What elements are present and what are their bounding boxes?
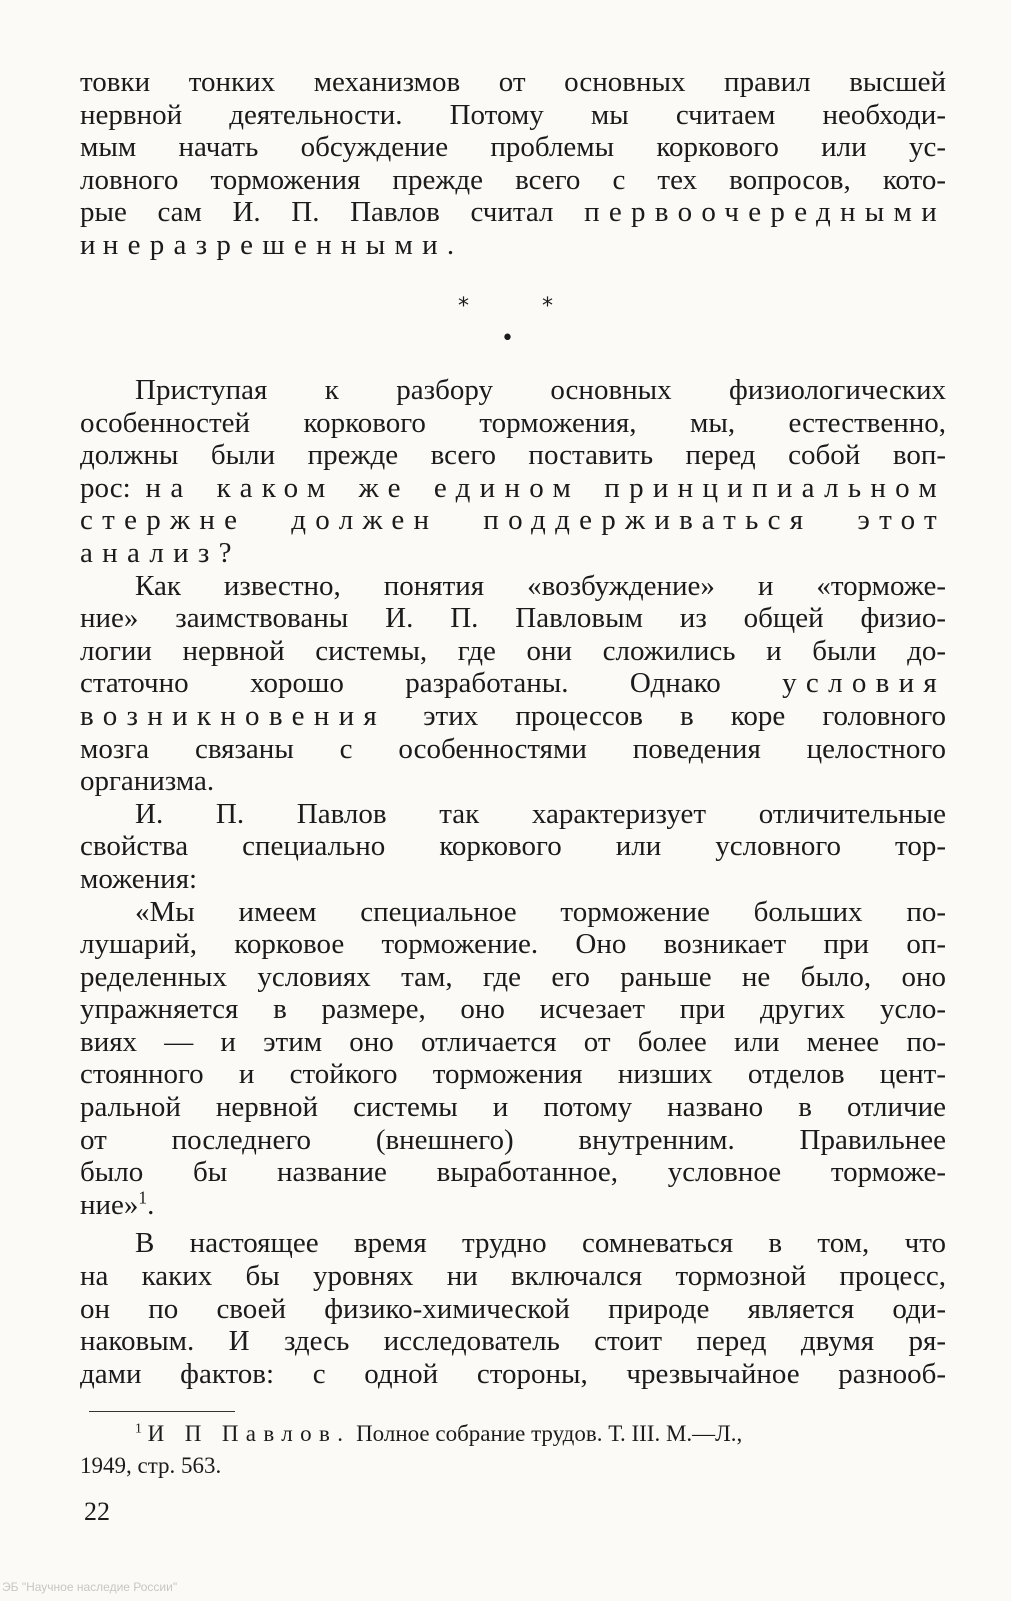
text-line: можения: [80,862,198,895]
emphasis-text: стержне должен поддерживаться этот [80,504,946,537]
footnote-author: И П Павлов. [147,1421,351,1446]
text-line: он по своей физико-химической природе является оди- [80,1292,946,1325]
text-line: виях — и этим оно отличается от более или менее по- [80,1025,946,1058]
emphasis-text: неразрешенными. [102,228,464,261]
text-line: особенностей коркового торможения, мы, естественно, [80,406,946,439]
text-line: рые сам И. П. Павлов считал первоочередными [80,196,946,229]
text-line: дами фактов: с одной стороны, чрезвычайное разнооб- [80,1357,946,1390]
text-line: рос: на каком же едином принципиальном [80,471,946,504]
emphasis-text: анализ? [80,536,241,569]
text-line: И. П. Павлов так характеризует отличительные [135,797,946,830]
text-line: свойства специально коркового или условного тор- [80,830,946,863]
asterisk: * [458,294,469,319]
text-line: и неразрешенными. [80,228,464,261]
emphasis-text: первоочередными [584,196,946,229]
footnote-divider [89,1411,235,1412]
text-line: организма. [80,765,215,798]
footnote-line: $^1$ И П Павлов. Полное собрание трудов. Т. III. М.—Л., [135,1420,743,1446]
opening-paragraph [80,66,946,262]
bullet: • [501,326,514,351]
footnote-line: 1949, стр. 563. [80,1453,222,1478]
text-line: ральной нервной системы и потому названо в отличие [80,1091,946,1124]
text-line: ние»$^1$. [80,1187,155,1221]
text-line: В настоящее время трудно сомневаться в том, что [135,1227,946,1260]
text-line: статочно хорошо разработаны. Однако условия [80,667,946,700]
text-line: ловного торможения прежде всего с тех вопросов, кото- [80,163,946,196]
page-text [80,66,946,1478]
footnote-marker: 1 [135,1420,142,1436]
emphasis-text: на каком же едином принципиальном [145,471,946,504]
asterisk: * [542,294,553,319]
text-line: наковым. И здесь исследователь стоит перед двумя ря- [80,1325,946,1358]
footnote [80,1418,946,1482]
text-line: на каких бы уровнях ни включался тормозной процесс, [80,1260,946,1293]
text-line: ределенных условиях там, где его раньше не было, оно [80,960,946,993]
text-line: было бы название выработанное, условное торможе- [80,1156,946,1189]
text-line: должны были прежде всего поставить перед собой воп- [80,439,946,472]
footnote-reference: 1 [138,1187,148,1208]
text-line: Приступая к разбору основных физиологических [135,374,946,406]
text-line: Как известно, понятия «возбуждение» и «торможе- [135,569,946,602]
page-number: 22 [84,1497,110,1526]
text-line: нервной деятельности. Потому мы считаем необходи- [80,98,946,131]
text-line: товки тонких механизмов от основных правил высшей [80,66,946,98]
emphasis-text: возникновения [80,699,387,732]
quotation [80,896,946,1222]
section-separator [80,288,946,358]
text-line: лушарий, корковое торможение. Оно возникает при оп- [80,928,946,961]
emphasis-text: условия [782,667,946,700]
text-line: мозга связаны с особенностями поведения целостного [80,732,946,765]
text-line: логии нервной системы, где они сложились и были до- [80,634,946,667]
text-line: возникновения этих процессов в коре головного [80,699,946,732]
text-line: от последнего (внешнего) внутренним. Правильнее [80,1123,946,1156]
text-line: ние» заимствованы И. П. Павловым из общей физио- [80,602,946,635]
text-line: упражняется в размере, оно исчезает при других усло- [80,993,946,1026]
text-line: стоянного и стойкого торможения низших отделов цент- [80,1058,946,1091]
text-line: «Мы имеем специальное торможение больших по- [135,895,946,928]
text-line: мым начать обсуждение проблемы коркового или ус- [80,131,946,164]
body-text [80,374,946,1390]
watermark: ЭБ "Научное наследие России" [2,1580,178,1594]
